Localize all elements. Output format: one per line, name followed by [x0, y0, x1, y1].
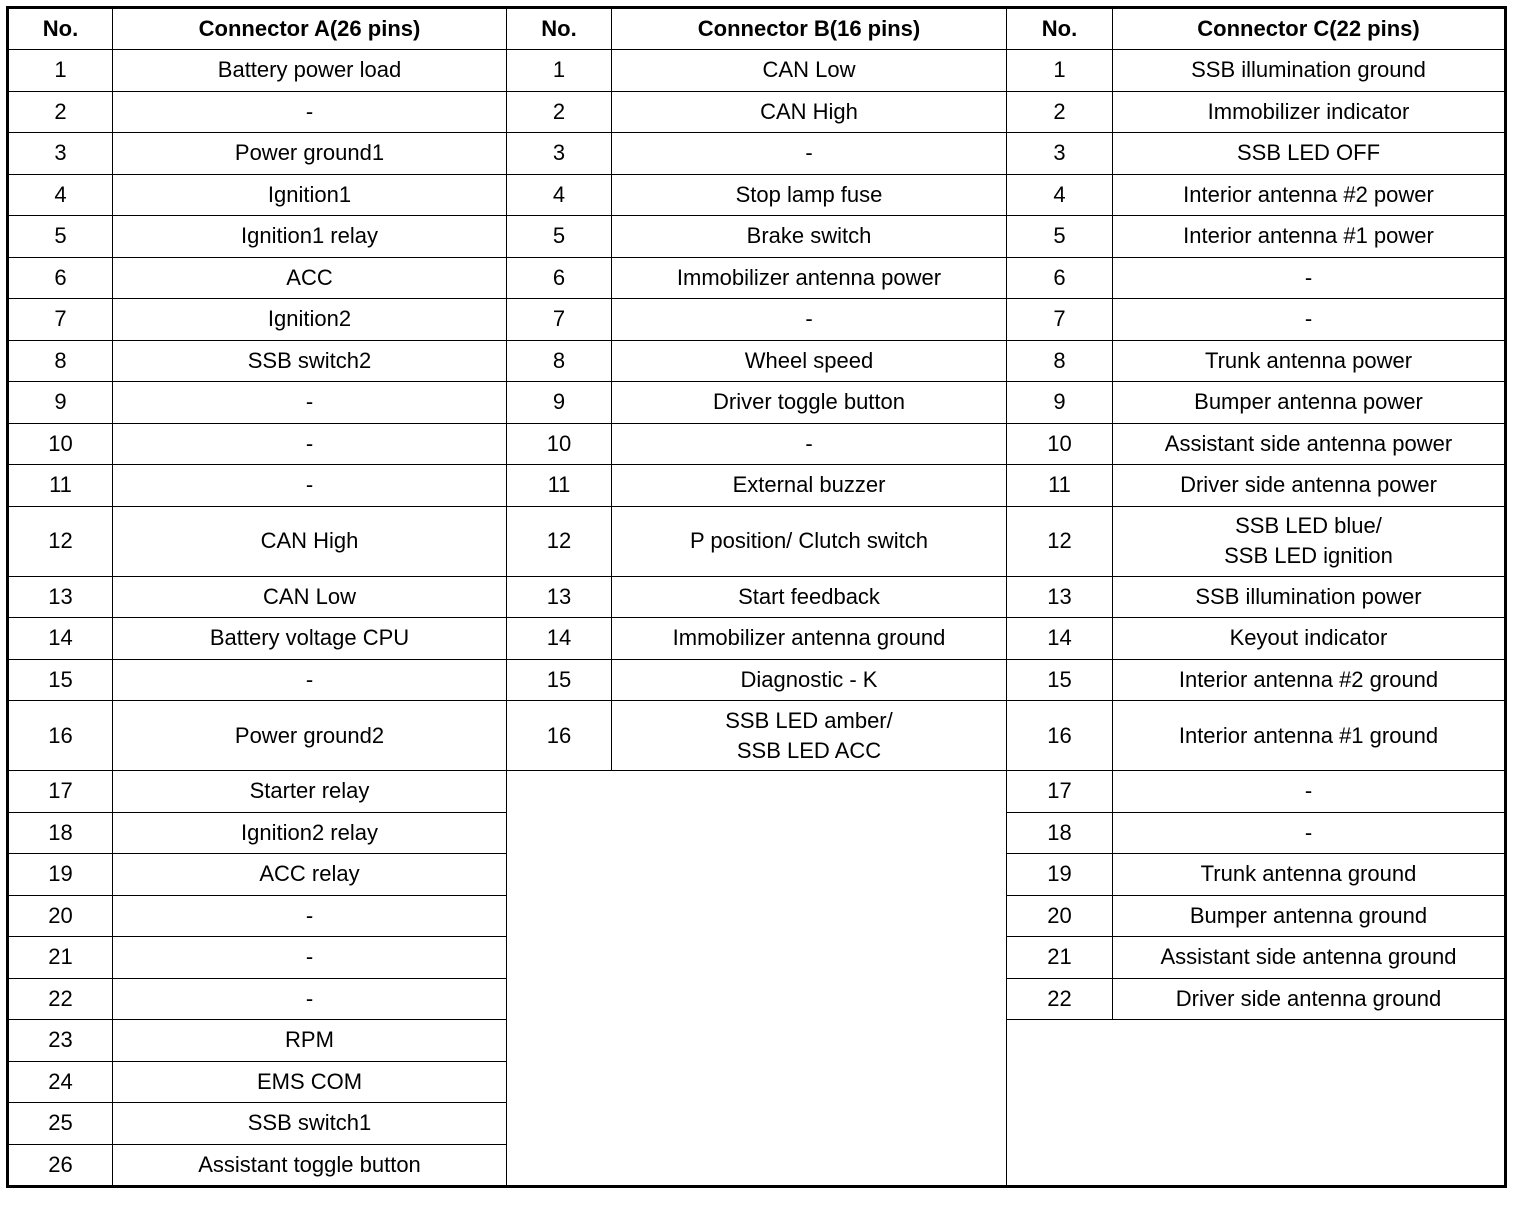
pin-name-a: Battery power load [113, 50, 507, 92]
empty-area-b [507, 771, 1007, 1187]
pin-no-c: 12 [1007, 506, 1113, 576]
pin-no-a: 3 [8, 133, 113, 175]
pin-no-a: 19 [8, 854, 113, 896]
pin-name-a: RPM [113, 1020, 507, 1062]
pin-no-b: 4 [507, 174, 612, 216]
header-connector-b: Connector B(16 pins) [612, 8, 1007, 50]
header-connector-a: Connector A(26 pins) [113, 8, 507, 50]
table-row [8, 257, 1506, 299]
pin-name-a: Ignition2 relay [113, 812, 507, 854]
pin-name-b: Driver toggle button [612, 382, 1007, 424]
pin-name-b-line1: SSB LED amber/ [725, 707, 893, 733]
pin-no-c: 1 [1007, 50, 1113, 92]
table-row [8, 701, 1506, 771]
table-row [8, 465, 1506, 507]
pin-no-c: 18 [1007, 812, 1113, 854]
pin-no-b: 3 [507, 133, 612, 175]
pin-no-a: 9 [8, 382, 113, 424]
pin-no-a: 22 [8, 978, 113, 1020]
table-row [8, 50, 1506, 92]
connector-pin-table [6, 6, 1507, 1188]
pin-no-b: 10 [507, 423, 612, 465]
table-row [8, 576, 1506, 618]
pin-no-a: 6 [8, 257, 113, 299]
pin-no-b: 16 [507, 701, 612, 771]
pin-name-a: - [113, 937, 507, 979]
table-row [8, 506, 1506, 576]
pin-name-a: Power ground2 [113, 701, 507, 771]
pin-name-c: Interior antenna #1 ground [1113, 701, 1506, 771]
table-row [8, 91, 1506, 133]
pin-name-c: Interior antenna #1 power [1113, 216, 1506, 258]
header-no-c: No. [1007, 8, 1113, 50]
pin-name-b: Brake switch [612, 216, 1007, 258]
header-no-a: No. [8, 8, 113, 50]
pin-name-a: Assistant toggle button [113, 1144, 507, 1187]
pin-no-c: 15 [1007, 659, 1113, 701]
table-row [8, 771, 1506, 813]
pin-name-c: - [1113, 257, 1506, 299]
pin-name-c: Bumper antenna ground [1113, 895, 1506, 937]
pin-name-a: CAN High [113, 506, 507, 576]
pin-no-a: 16 [8, 701, 113, 771]
pin-no-a: 18 [8, 812, 113, 854]
pin-no-c: 22 [1007, 978, 1113, 1020]
pin-name-c: Immobilizer indicator [1113, 91, 1506, 133]
pin-name-b: CAN High [612, 91, 1007, 133]
pin-name-b: Immobilizer antenna ground [612, 618, 1007, 660]
pin-no-c: 11 [1007, 465, 1113, 507]
pin-no-c: 4 [1007, 174, 1113, 216]
pin-name-b: Immobilizer antenna power [612, 257, 1007, 299]
pin-name-a: Starter relay [113, 771, 507, 813]
pin-name-a: - [113, 978, 507, 1020]
pin-name-a: - [113, 382, 507, 424]
pin-no-c: 2 [1007, 91, 1113, 133]
pin-no-a: 26 [8, 1144, 113, 1187]
pin-no-c: 5 [1007, 216, 1113, 258]
pin-name-b: External buzzer [612, 465, 1007, 507]
pin-name-c: - [1113, 771, 1506, 813]
pin-name-c: Keyout indicator [1113, 618, 1506, 660]
pin-no-a: 20 [8, 895, 113, 937]
table-row [8, 174, 1506, 216]
pin-no-c: 14 [1007, 618, 1113, 660]
pin-name-a: - [113, 895, 507, 937]
pin-no-b: 2 [507, 91, 612, 133]
table-row [8, 340, 1506, 382]
pin-no-a: 4 [8, 174, 113, 216]
table-row [8, 618, 1506, 660]
pin-no-b: 13 [507, 576, 612, 618]
pin-no-a: 11 [8, 465, 113, 507]
pin-name-a: ACC [113, 257, 507, 299]
pin-name-b: - [612, 423, 1007, 465]
pin-name-c: Driver side antenna ground [1113, 978, 1506, 1020]
pin-no-a: 24 [8, 1061, 113, 1103]
pin-no-c: 16 [1007, 701, 1113, 771]
pin-no-a: 13 [8, 576, 113, 618]
pin-name-c [1113, 506, 1506, 576]
pin-no-a: 23 [8, 1020, 113, 1062]
header-no-b: No. [507, 8, 612, 50]
pin-name-a: - [113, 91, 507, 133]
pin-no-b: 5 [507, 216, 612, 258]
pin-name-b: - [612, 299, 1007, 341]
pin-no-c: 3 [1007, 133, 1113, 175]
pin-name-b: - [612, 133, 1007, 175]
pin-name-c: - [1113, 299, 1506, 341]
pin-no-c: 10 [1007, 423, 1113, 465]
pin-name-c: - [1113, 812, 1506, 854]
pin-no-c: 21 [1007, 937, 1113, 979]
pin-name-a: CAN Low [113, 576, 507, 618]
pin-name-b: Wheel speed [612, 340, 1007, 382]
pin-name-c: SSB illumination ground [1113, 50, 1506, 92]
table-row [8, 299, 1506, 341]
table-row [8, 659, 1506, 701]
pin-no-c: 7 [1007, 299, 1113, 341]
pin-name-b: Diagnostic - K [612, 659, 1007, 701]
pin-table-body [8, 50, 1506, 1187]
pin-name-a: Ignition2 [113, 299, 507, 341]
table-row [8, 133, 1506, 175]
pin-name-c: Bumper antenna power [1113, 382, 1506, 424]
pin-no-a: 25 [8, 1103, 113, 1145]
pin-name-c-line1: SSB LED blue/ [1235, 513, 1382, 538]
pin-name-c: SSB LED OFF [1113, 133, 1506, 175]
pin-no-c: 17 [1007, 771, 1113, 813]
pin-no-b: 6 [507, 257, 612, 299]
pin-no-a: 21 [8, 937, 113, 979]
pin-name-c: Driver side antenna power [1113, 465, 1506, 507]
pin-no-a: 1 [8, 50, 113, 92]
pin-name-a: Battery voltage CPU [113, 618, 507, 660]
pin-name-a: Ignition1 relay [113, 216, 507, 258]
header-connector-c: Connector C(22 pins) [1113, 8, 1506, 50]
pin-no-a: 17 [8, 771, 113, 813]
pin-name-c: Interior antenna #2 ground [1113, 659, 1506, 701]
pin-no-a: 15 [8, 659, 113, 701]
pin-name-a: Ignition1 [113, 174, 507, 216]
pin-name-b: P position/ Clutch switch [612, 506, 1007, 576]
pin-name-a: Power ground1 [113, 133, 507, 175]
pin-no-a: 14 [8, 618, 113, 660]
pin-name-c: Trunk antenna ground [1113, 854, 1506, 896]
pin-name-c: Assistant side antenna ground [1113, 937, 1506, 979]
pin-no-b: 15 [507, 659, 612, 701]
pin-no-c: 20 [1007, 895, 1113, 937]
pin-name-c: SSB illumination power [1113, 576, 1506, 618]
pin-name-a: SSB switch2 [113, 340, 507, 382]
pin-name-c: Trunk antenna power [1113, 340, 1506, 382]
pin-name-c: Assistant side antenna power [1113, 423, 1506, 465]
pin-name-a: SSB switch1 [113, 1103, 507, 1145]
pin-no-b: 7 [507, 299, 612, 341]
table-row [8, 423, 1506, 465]
pin-name-b [612, 701, 1007, 771]
pin-no-a: 2 [8, 91, 113, 133]
pin-name-a: - [113, 659, 507, 701]
table-row [8, 382, 1506, 424]
pin-no-a: 12 [8, 506, 113, 576]
pin-name-a: EMS COM [113, 1061, 507, 1103]
pin-no-a: 10 [8, 423, 113, 465]
pin-name-a: - [113, 423, 507, 465]
pin-no-c: 6 [1007, 257, 1113, 299]
pin-name-c: Interior antenna #2 power [1113, 174, 1506, 216]
pin-name-b-line2: SSB LED ACC [736, 737, 882, 763]
pin-no-b: 9 [507, 382, 612, 424]
pin-no-b: 1 [507, 50, 612, 92]
pin-name-b: Start feedback [612, 576, 1007, 618]
empty-area-c [1007, 1020, 1506, 1187]
table-row [8, 216, 1506, 258]
pin-name-a: - [113, 465, 507, 507]
pin-name-c-line2: SSB LED ignition [1224, 543, 1393, 568]
pin-no-b: 11 [507, 465, 612, 507]
pin-no-c: 9 [1007, 382, 1113, 424]
pin-no-b: 12 [507, 506, 612, 576]
pin-table-container [6, 6, 1507, 1188]
pin-no-a: 5 [8, 216, 113, 258]
header-row [8, 8, 1506, 50]
pin-no-c: 8 [1007, 340, 1113, 382]
pin-no-c: 13 [1007, 576, 1113, 618]
pin-name-b: CAN Low [612, 50, 1007, 92]
pin-name-b: Stop lamp fuse [612, 174, 1007, 216]
pin-no-c: 19 [1007, 854, 1113, 896]
pin-no-a: 8 [8, 340, 113, 382]
pin-no-b: 14 [507, 618, 612, 660]
pin-no-b: 8 [507, 340, 612, 382]
pin-name-a: ACC relay [113, 854, 507, 896]
pin-no-a: 7 [8, 299, 113, 341]
